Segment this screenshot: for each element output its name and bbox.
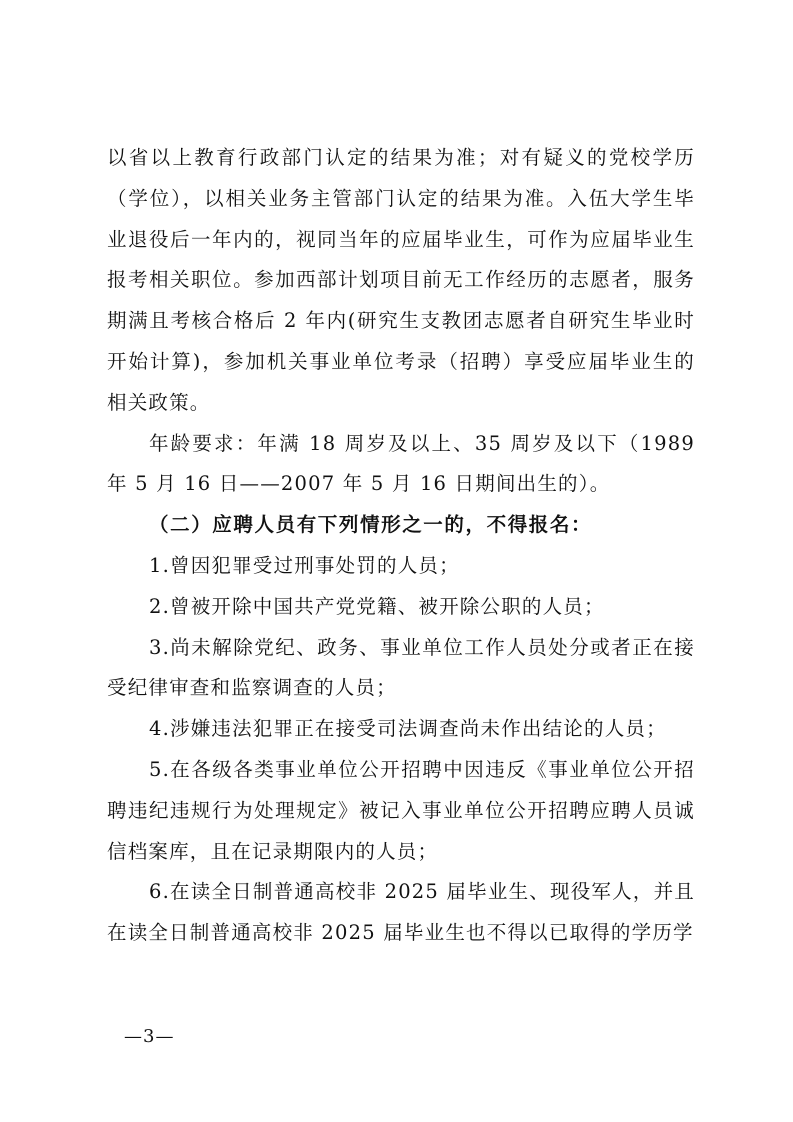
- list-item-integrity-record: 5.在各级各类事业单位公开招聘中因违反《事业单位公开招聘违纪违规行为处理规定》被记入事业单位公开招聘应聘人员诚信档案库，且在记录期限内的人员；: [107, 757, 695, 863]
- list-item-disciplinary: 3.尚未解除党纪、政务、事业单位工作人员处分或者正在接受纪律审查和监察调查的人员；: [107, 635, 695, 700]
- list-item-expelled: 2.曾被开除中国共产党党籍、被开除公职的人员；: [149, 594, 605, 618]
- list-item-criminal-record: 1.曾因犯罪受过刑事处罚的人员；: [149, 553, 460, 577]
- section-heading-disqualifications: （二）应聘人员有下列情形之一的，不得报名：: [149, 513, 593, 537]
- paragraph-education-verification: 以省以上教育行政部门认定的结果为准；对有疑义的党校学历（学位），以相关业务主管部门认定的结果为准。入伍大学生毕业退役后一年内的，视同当年的应届毕业生，可作为应届毕业生报考相关职位。参加西部计划项目前无工作经历的志愿者，服务期满且考核合格后 2 年内(研究生支教团志愿者自研究生毕业时开始计算)，参加机关事业单位考录（招聘）享受应届毕业生的相关政策。: [107, 146, 695, 414]
- paragraph-age-requirement: 年龄要求：年满 18 周岁及以上、35 周岁及以下（1989 年 5 月 16 日——2007 年 5 月 16 日期间出生的）。: [107, 431, 695, 496]
- body-text: [107, 138, 695, 954]
- list-item-current-students: 6.在读全日制普通高校非 2025 届毕业生、现役军人，并且在读全日制普通高校非 2025 届毕业生也不得以已取得的学历学: [107, 880, 695, 945]
- list-item-judicial-investigation: 4.涉嫌违法犯罪正在接受司法调查尚未作出结论的人员；: [149, 717, 667, 741]
- page-number: —3—: [124, 1026, 175, 1047]
